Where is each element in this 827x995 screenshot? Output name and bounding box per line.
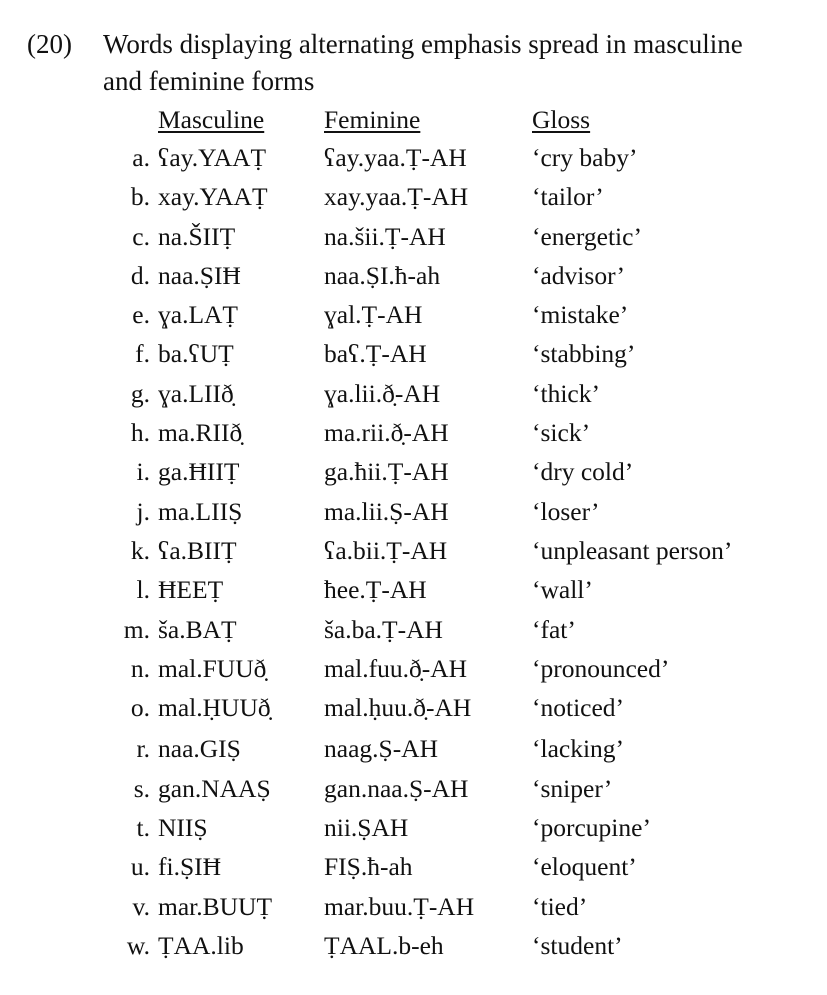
gloss: ‘energetic’ — [532, 221, 642, 251]
gloss: ‘thick’ — [532, 378, 600, 408]
masculine-form: ga.ĦIIṬ — [158, 457, 240, 487]
feminine-form: mal.ḥuu.ð̣-AH — [324, 693, 472, 723]
row-letter: r. — [136, 734, 150, 764]
table-row — [0, 493, 827, 532]
gloss: ‘unpleasant person’ — [532, 535, 733, 565]
table-body — [0, 139, 827, 966]
feminine-form: ṬAAL.b-eh — [324, 930, 444, 960]
table-row — [0, 809, 827, 848]
gloss: ‘advisor’ — [532, 260, 625, 290]
feminine-form: na.šii.Ṭ-AH — [324, 221, 446, 251]
row-letter: a. — [132, 143, 150, 172]
masculine-form: ma.RIIð̣ — [158, 418, 243, 448]
row-letter: t. — [136, 813, 150, 843]
masculine-form: ma.LIIṢ — [158, 496, 243, 526]
feminine-form: nii.ṢAH — [324, 813, 409, 843]
example-title-line-2: and feminine forms — [103, 66, 315, 96]
row-letter: u. — [130, 852, 150, 882]
masculine-form: ša.BAṬ — [158, 614, 237, 644]
table-row — [0, 218, 827, 257]
feminine-form: ɣa.lii.ð̣-AH — [324, 378, 441, 408]
row-letter: l. — [136, 575, 150, 605]
feminine-form: ša.ba.Ṭ-AH — [324, 614, 443, 644]
feminine-form: naa.ṢI.ħ-ah — [324, 260, 441, 290]
row-letter: e. — [132, 300, 150, 330]
gloss: ‘noticed’ — [532, 693, 625, 723]
feminine-form: ʕa.bii.Ṭ-AH — [324, 535, 448, 565]
table-row — [0, 139, 827, 178]
gloss: ‘eloquent’ — [532, 852, 637, 882]
row-letter: v. — [132, 891, 150, 921]
masculine-form: ba.ʕUṬ — [158, 339, 234, 369]
gloss: ‘fat’ — [532, 614, 576, 644]
table-row — [0, 335, 827, 374]
row-letter: s. — [133, 773, 150, 803]
table-row — [0, 927, 827, 966]
table-row — [0, 296, 827, 335]
table-row — [0, 650, 827, 689]
header-gloss: Gloss — [532, 105, 591, 134]
masculine-form: ʕay.YAAṬ — [158, 143, 267, 172]
feminine-form: ma.lii.Ṣ-AH — [324, 496, 449, 526]
row-letter: k. — [130, 535, 150, 565]
table-row — [0, 888, 827, 927]
masculine-form: ṬAA.lib — [158, 930, 244, 960]
row-letter: b. — [130, 182, 150, 212]
table-row — [0, 414, 827, 453]
feminine-form: ma.rii.ð̣-AH — [324, 418, 449, 448]
table-row — [0, 730, 827, 769]
header-feminine: Feminine — [324, 105, 421, 134]
masculine-form: ɣa.LIIð̣ — [158, 378, 234, 408]
gloss: ‘porcupine’ — [532, 813, 651, 843]
feminine-form: ħee.Ṭ-AH — [324, 575, 427, 605]
table-row — [0, 848, 827, 887]
masculine-form: ĦEEṬ — [158, 575, 224, 605]
masculine-form: naa.GIṢ — [158, 734, 241, 764]
feminine-form: xay.yaa.Ṭ-AH — [324, 182, 469, 212]
feminine-form: ga.ħii.Ṭ-AH — [324, 457, 449, 487]
row-letter: c. — [132, 221, 150, 251]
row-letter: f. — [135, 339, 150, 369]
row-letter: o. — [130, 693, 150, 723]
row-letter: i. — [136, 457, 150, 487]
masculine-form: naa.ṢIĦ — [158, 260, 241, 290]
row-letter: w. — [126, 930, 150, 960]
table-row — [0, 257, 827, 296]
table-row — [0, 453, 827, 492]
word-table — [0, 101, 827, 966]
feminine-form: naag.Ṣ-AH — [324, 734, 439, 764]
table-header-row — [0, 101, 827, 139]
gloss: ‘tied’ — [532, 891, 588, 921]
gloss: ‘student’ — [532, 930, 623, 960]
row-letter: d. — [130, 260, 150, 290]
feminine-form: baʕ.Ṭ-AH — [324, 339, 427, 369]
feminine-form: mal.fuu.ð̣-AH — [324, 653, 468, 683]
masculine-form: NIIṢ — [158, 813, 208, 843]
row-letter: m. — [123, 614, 150, 644]
masculine-form: ʕa.BIIṬ — [158, 535, 237, 565]
table-row — [0, 178, 827, 217]
table-row — [0, 770, 827, 809]
feminine-form: gan.naa.Ṣ-AH — [324, 773, 469, 803]
gloss: ‘stabbing’ — [532, 339, 636, 369]
table-row — [0, 571, 827, 610]
gloss: ‘wall’ — [532, 575, 593, 605]
gloss: ‘mistake’ — [532, 300, 629, 330]
masculine-form: mal.FUUð̣ — [158, 653, 267, 683]
row-letter: j. — [136, 496, 150, 526]
feminine-form: ʕay.yaa.Ṭ-AH — [324, 143, 467, 172]
gloss: ‘sick’ — [532, 418, 591, 448]
masculine-form: fi.ṢIĦ — [158, 852, 222, 882]
row-letter: h. — [130, 418, 150, 448]
example-title — [103, 26, 827, 100]
masculine-form: na.ŠIIṬ — [158, 221, 236, 251]
masculine-form: xay.YAAṬ — [158, 182, 268, 212]
gloss: ‘cry baby’ — [532, 143, 638, 172]
gloss: ‘sniper’ — [532, 773, 613, 803]
masculine-form: mal.ḤUUð̣ — [158, 693, 271, 723]
row-letter: n. — [130, 653, 150, 683]
masculine-form: mar.BUUṬ — [158, 891, 273, 921]
table-row — [0, 375, 827, 414]
table-row — [0, 611, 827, 650]
header-masculine: Masculine — [158, 105, 265, 134]
gloss: ‘lacking’ — [532, 734, 625, 764]
masculine-form: ɣa.LAṬ — [158, 300, 239, 330]
masculine-form: gan.NAAṢ — [158, 773, 271, 803]
gloss: ‘dry cold’ — [532, 457, 634, 487]
row-letter: g. — [130, 378, 150, 408]
gloss: ‘pronounced’ — [532, 653, 670, 683]
example-title-line-1: Words displaying alternating emphasis spread in masculine — [103, 29, 743, 59]
table-row — [0, 689, 827, 728]
feminine-form: ɣal.Ṭ-AH — [324, 300, 423, 330]
example-number: (20) — [27, 29, 72, 59]
gloss: ‘tailor’ — [532, 182, 604, 212]
table-row — [0, 532, 827, 571]
feminine-form: mar.buu.Ṭ-AH — [324, 891, 475, 921]
gloss: ‘loser’ — [532, 496, 600, 526]
feminine-form: FIṢ.ħ-ah — [324, 852, 413, 882]
